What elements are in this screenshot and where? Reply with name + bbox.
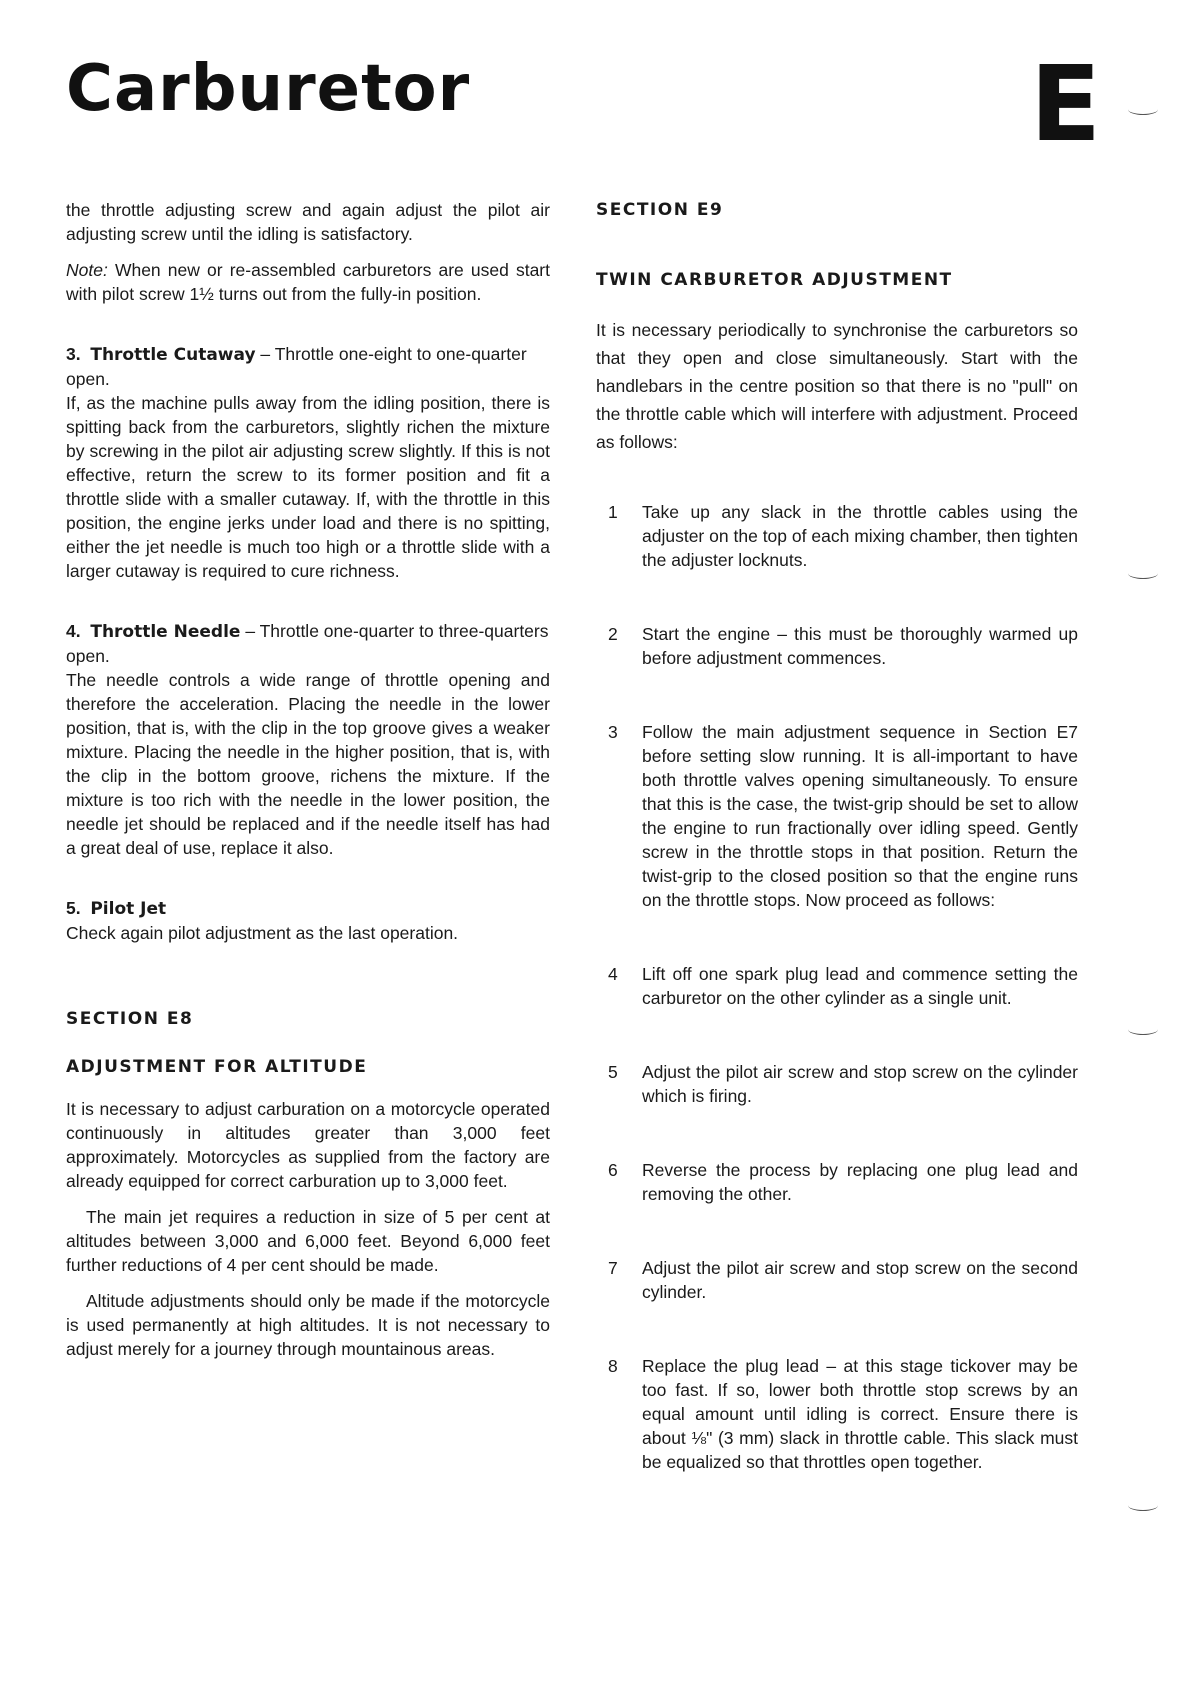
- step-number: 8: [608, 1356, 618, 1376]
- note-text: When new or re-assembled carburetors are used start with pilot screw 1½ turns out from the fully-in position.: [66, 260, 550, 304]
- left-column: [66, 198, 550, 1361]
- step-item: [596, 1060, 1078, 1108]
- step-item: [596, 1158, 1078, 1206]
- step-text: Start the engine – this must be thoroughly warmed up before adjustment commences.: [642, 624, 1078, 668]
- step-item: [596, 500, 1078, 572]
- intro-paragraph: the throttle adjusting screw and again adjust the pilot air adjusting screw until the idling is satisfactory.: [66, 200, 550, 244]
- item3-heading: [66, 342, 550, 391]
- step-item: [596, 962, 1078, 1010]
- step-text: Reverse the process by replacing one plug lead and removing the other.: [642, 1160, 1078, 1204]
- step8-text-a: Replace the plug lead – at this stage tickover may be too fast. If so, lower both throttle stop screws by an equal amount until idling is correct. Ensure there is about: [642, 1356, 1078, 1448]
- item5-heading: [66, 896, 550, 921]
- margin-mark: [1128, 1024, 1158, 1035]
- item4-number: 4.: [66, 621, 81, 641]
- margin-mark: [1128, 568, 1158, 579]
- note-label: Note:: [66, 260, 108, 280]
- section-e8-heading: ADJUSTMENT FOR ALTITUDE: [66, 1057, 368, 1077]
- step-number: 6: [608, 1160, 618, 1180]
- step-number: 7: [608, 1258, 618, 1278]
- step-text: Take up any slack in the throttle cables using the adjuster on the top of each mixing chamber, then tighten the adjuster locknuts.: [642, 502, 1078, 570]
- item3-body: If, as the machine pulls away from the idling position, there is spitting back from the carburetors, slightly richen the mixture by screwing in the pilot air adjusting screw slightly. If this is not effective, return the screw to its former position and fit a throttle slide with a smaller cutaway. If, with the throttle in this position, the engine jerks under load and there is no spitting, either the jet needle is much too high or a throttle slide with a larger cutaway is required to cure richness.: [66, 393, 550, 581]
- section-e9-heading: TWIN CARBURETOR ADJUSTMENT: [596, 270, 953, 290]
- step-item: [596, 720, 1078, 912]
- steps-list: [596, 500, 1078, 1474]
- step-number: 1: [608, 502, 618, 522]
- section-letter: E: [1030, 43, 1102, 165]
- item5-title: Pilot Jet: [90, 899, 167, 919]
- step8-fraction: ⅛": [691, 1428, 713, 1448]
- item5-number: 5.: [66, 898, 81, 918]
- note-paragraph: [66, 258, 550, 306]
- step-text: Adjust the pilot air screw and stop screw on the second cylinder.: [642, 1258, 1078, 1302]
- item4-body: The needle controls a wide range of throttle opening and therefore the acceleration. Placing the needle in the lower position, that is, with the clip in the top groove gives a weaker mixture. Placing the needle in the higher position, that is, with the clip in the bottom groove, richens the mixture. If the mixture is too rich with the needle in the lower position, the needle jet should be replaced and if the needle itself has had a great deal of use, replace it also.: [66, 670, 550, 858]
- item3-title: Throttle Cutaway: [90, 345, 256, 365]
- section-e8-label: SECTION E8: [66, 1009, 194, 1029]
- item3-subtitle: – Throttle one-eight to one-quarter open.: [66, 344, 527, 389]
- step-text: [642, 1354, 1078, 1474]
- step-text: Follow the main adjustment sequence in Section E7 before setting slow running. It is all-important to have both throttle valves opening simultaneously. To ensure that this is the case, the twist-grip should be set to allow the engine to run fractionally over idling speed. Gently screw in the throttle stops in that position. Return the twist-grip to the closed position so that the engine runs on the throttle stops. Now proceed as follows:: [642, 722, 1078, 910]
- section-e8-paragraph-3: Altitude adjustments should only be made if the motorcycle is used permanently at high altitudes. It is not necessary to adjust merely for a journey through mountainous areas.: [66, 1291, 550, 1359]
- step-text: Lift off one spark plug lead and commence setting the carburetor on the other cylinder as a single unit.: [642, 964, 1078, 1008]
- step-item: [596, 1354, 1078, 1474]
- item4-title: Throttle Needle: [90, 622, 241, 642]
- item5-body: Check again pilot adjustment as the last operation.: [66, 923, 459, 943]
- item4-heading: [66, 619, 550, 668]
- step-number: 2: [608, 624, 618, 644]
- step8-text-b: (3 mm) slack in throttle cable. This slack must be equalized so that throttles open together.: [642, 1428, 1079, 1472]
- step-number: 5: [608, 1062, 618, 1082]
- step-item: [596, 622, 1078, 670]
- step-number: 3: [608, 722, 618, 742]
- section-e8-paragraph-1: It is necessary to adjust carburation on a motorcycle operated continuously in altitudes greater than 3,000 feet approximately. Motorcycles as supplied from the factory are already equipped for correct carburation up to 3,000 feet.: [66, 1099, 550, 1191]
- section-e9-intro: It is necessary periodically to synchronise the carburetors so that they open and close simultaneously. Start with the handlebars in the centre position so that there is no "pull" on the throttle cable which will interfere with adjustment. Proceed as follows:: [596, 320, 1078, 452]
- page-title: Carburetor: [66, 52, 471, 126]
- step-text: Adjust the pilot air screw and stop screw on the cylinder which is firing.: [642, 1062, 1078, 1106]
- step-number: 4: [608, 964, 618, 984]
- right-column: [596, 198, 1078, 1474]
- item3-number: 3.: [66, 344, 81, 364]
- margin-mark: [1128, 104, 1158, 115]
- section-e9-label: SECTION E9: [596, 200, 724, 220]
- item4-subtitle: – Throttle one-quarter to three-quarters open.: [66, 621, 549, 666]
- margin-mark: [1128, 1500, 1158, 1511]
- step-item: [596, 1256, 1078, 1304]
- section-e8-paragraph-2: The main jet requires a reduction in size of 5 per cent at altitudes between 3,000 and 6,000 feet. Beyond 6,000 feet further reductions of 4 per cent should be made.: [66, 1207, 550, 1275]
